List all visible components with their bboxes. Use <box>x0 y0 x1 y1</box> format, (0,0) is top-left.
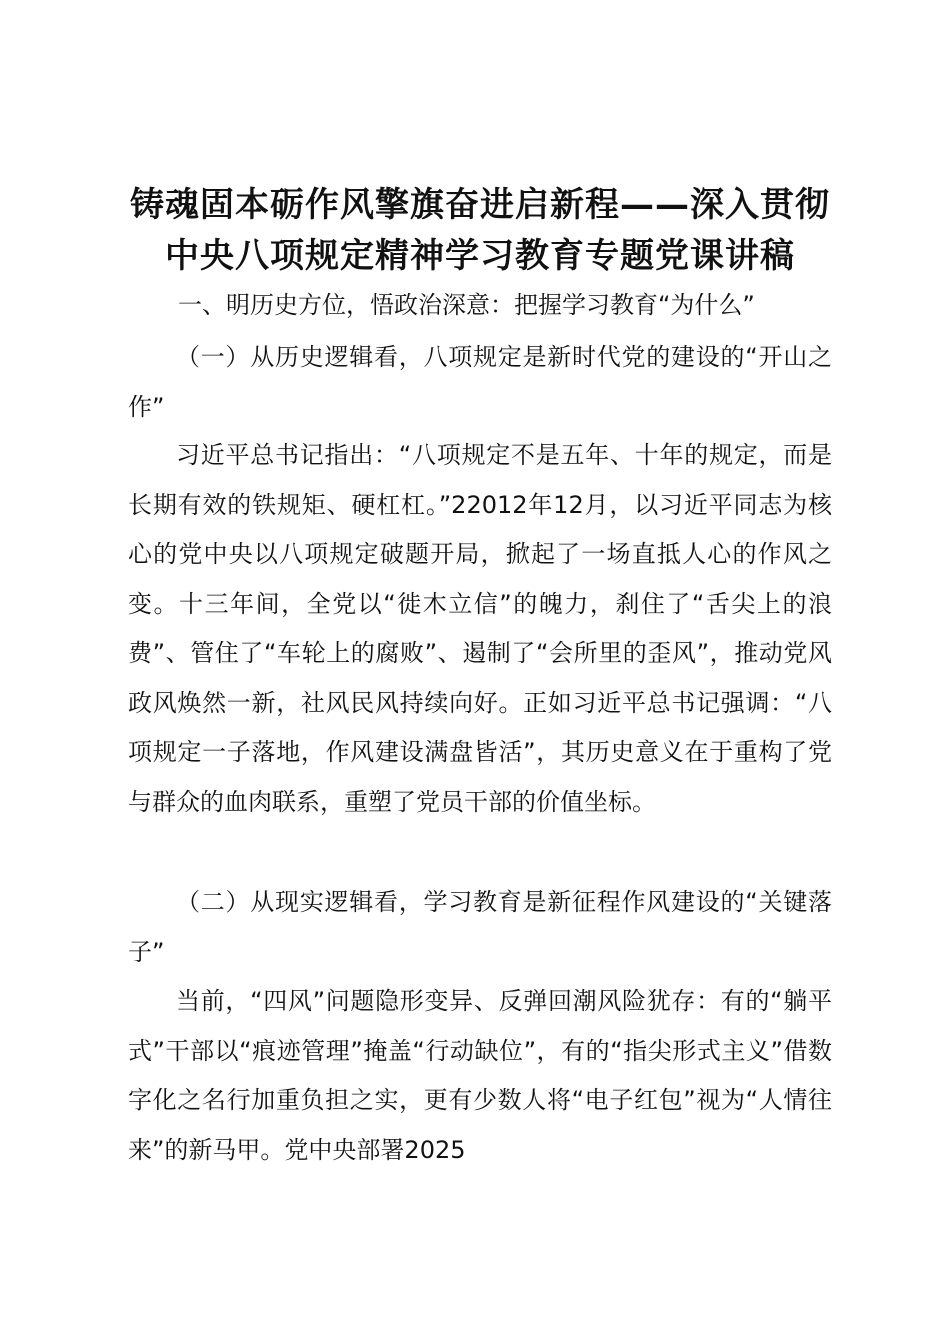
document-title-line-2: 中央八项规定精神学习教育专题党课讲稿 <box>165 236 795 276</box>
section-heading-1: 一、明历史方位，悟政治深意：把握学习教育“为什么” <box>178 291 755 319</box>
body-paragraph-2: 当前，“四风”问题隐形变异、反弹回潮风险犹存：有的“躺平式”干部以“痕迹管理”掩盖“行动缺位”，有的“指尖形式主义”借数字化之名行加重负担之实，更有少数人将“电子红包”视为“人情往来”的新马甲。党中央部署2025 <box>128 987 832 1164</box>
document-title-line-1: 铸魂固本砺作风擎旗奋进启新程——深入贯彻 <box>130 185 830 225</box>
subsection-heading-1: （一）从历史逻辑看，八项规定是新时代党的建设的“开山之作” <box>128 343 832 421</box>
body-paragraph-1: 习近平总书记指出：“八项规定不是五年、十年的规定，而是长期有效的铁规矩、硬杠杠。”22012年12月，以习近平同志为核心的党中央以八项规定破题开局，掀起了一场直抵人心的作风之变。十三年间，全党以“徙木立信”的魄力，刹住了“舌尖上的浪费”、管住了“车轮上的腐败”、遏制了“会所里的歪风”，推动党风政风焕然一新，社风民风持续向好。正如习近平总书记强调：“八项规定一子落地，作风建设满盘皆活”，其历史意义在于重构了党与群众的血肉联系，重塑了党员干部的价值坐标。 <box>128 441 832 816</box>
subsection-heading-2: （二）从现实逻辑看，学习教育是新征程作风建设的“关键落子” <box>128 888 832 966</box>
